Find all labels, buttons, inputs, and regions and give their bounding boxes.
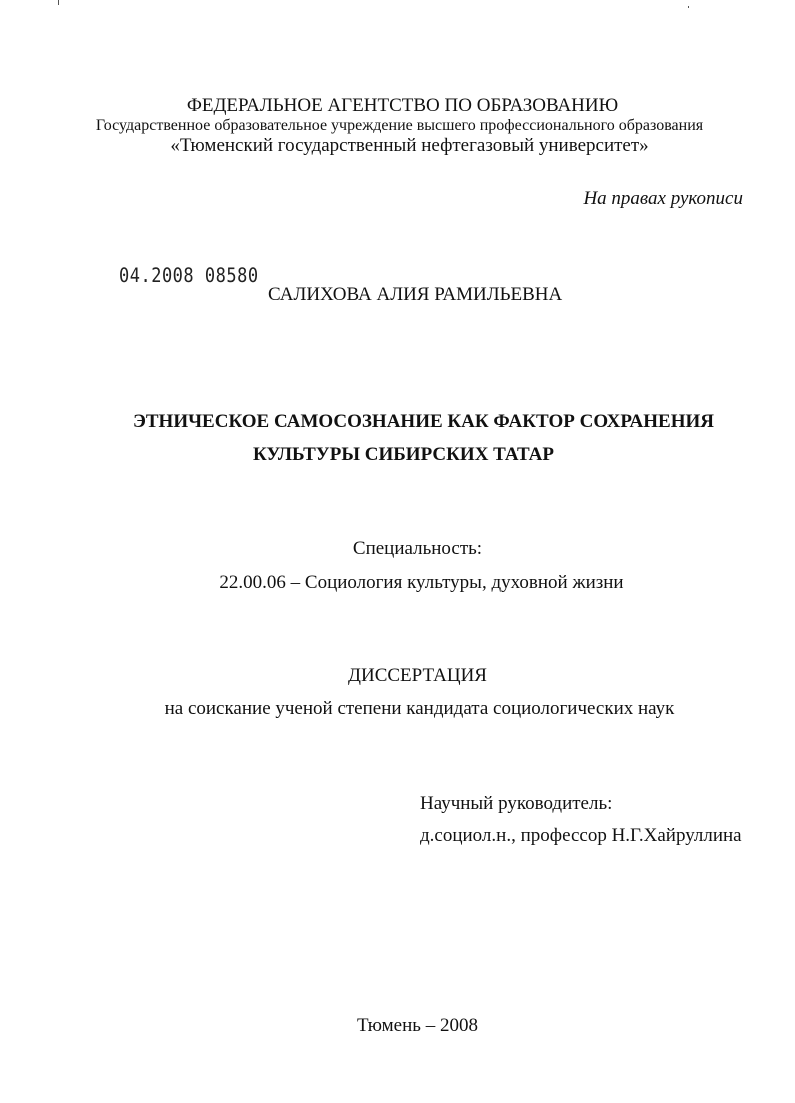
- registration-stamp: 04.2008 08580: [119, 264, 259, 288]
- university-name: «Тюменский государственный нефтегазовый университет»: [170, 135, 649, 156]
- advisor-name: д.социол.н., профессор Н.Г.Хайруллина: [420, 825, 742, 846]
- specialty-value: 22.00.06 – Социология культуры, духовной жизни: [219, 572, 624, 593]
- scan-speck-right: [688, 6, 689, 8]
- specialty-label: Специальность:: [352, 538, 483, 559]
- agency-heading: ФЕДЕРАЛЬНОЕ АГЕНТСТВО ПО ОБРАЗОВАНИЮ: [186, 95, 619, 116]
- scan-speck-left: [58, 0, 59, 5]
- dissertation-type: ДИССЕРТАЦИЯ: [348, 665, 487, 686]
- dissertation-title-line-2: КУЛЬТУРЫ СИБИРСКИХ ТАТАР: [252, 444, 554, 465]
- rights-note: На правах рукописи: [583, 188, 743, 209]
- advisor-label: Научный руководитель:: [420, 793, 613, 814]
- city-year: Тюмень – 2008: [357, 1015, 478, 1036]
- degree-line: на соискание ученой степени кандидата социологических наук: [164, 698, 675, 719]
- dissertation-title-line-1: ЭТНИЧЕСКОЕ САМОСОЗНАНИЕ КАК ФАКТОР СОХРАНЕНИЯ: [133, 411, 714, 432]
- author-name: САЛИХОВА АЛИЯ РАМИЛЬЕВНА: [268, 284, 563, 305]
- institution-line: Государственное образовательное учреждение высшего профессионального образования: [95, 117, 704, 134]
